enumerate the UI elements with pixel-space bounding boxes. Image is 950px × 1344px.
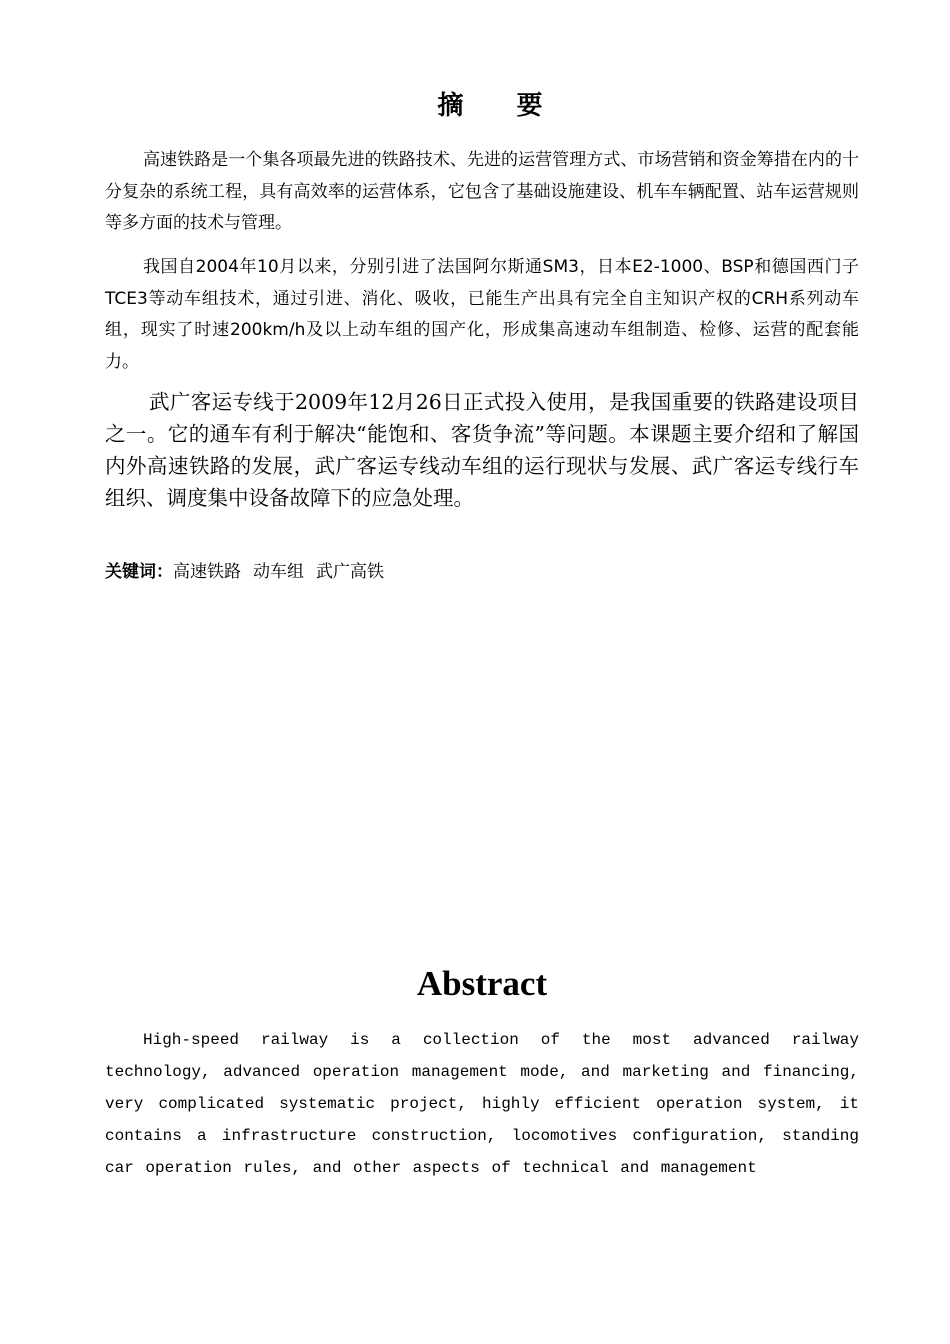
abstract-paragraph-en: High-speed railway is a collection of the most advanced railway technology, advanced operation management mode, and marketing and financing, very complicated systematic project, highly efficient operation system, it contains a infrastructure construction, locomotives configuration, standing car operation rules, and other aspects of technical and management [105, 1031, 859, 1177]
keywords-label: 关键词： [105, 562, 173, 582]
keywords-line [105, 559, 396, 585]
abstract-title-cn: 摘 要 [437, 91, 565, 121]
keyword-item: 武广高铁 [316, 562, 384, 582]
abstract-title-en: Abstract [416, 964, 548, 1003]
keyword-item: 高速铁路 [173, 562, 241, 582]
abstract-paragraph-3: 武广客运专线于2009年12月26日正式投入使用，是我国重要的铁路建设项目之一。它的通车有利于解决“能饱和、客货争流”等问题。本课题主要介绍和了解国内外高速铁路的发展，武广客运专线动车组的运行现状与发展、武广客运专线行车组织、调度集中设备故障下的应急处理。 [105, 390, 859, 510]
abstract-paragraph-1: 高速铁路是一个集各项最先进的铁路技术、先进的运营管理方式、市场营销和资金筹措在内的十分复杂的系统工程，具有高效率的运营体系，它包含了基础设施建设、机车车辆配置、站车运营规则等多方面的技术与管理。 [105, 150, 859, 233]
abstract-paragraph-2: 我国自2004年10月以来，分别引进了法国阿尔斯通SM3，日本E2-1000、BSP和德国西门子TCE3等动车组技术，通过引进、消化、吸收，已能生产出具有完全自主知识产权的CRH系列动车组，现实了时速200km/h及以上动车组的国产化，形成集高速动车组制造、检修、运营的配套能力。 [105, 257, 859, 372]
keyword-item: 动车组 [253, 562, 304, 582]
